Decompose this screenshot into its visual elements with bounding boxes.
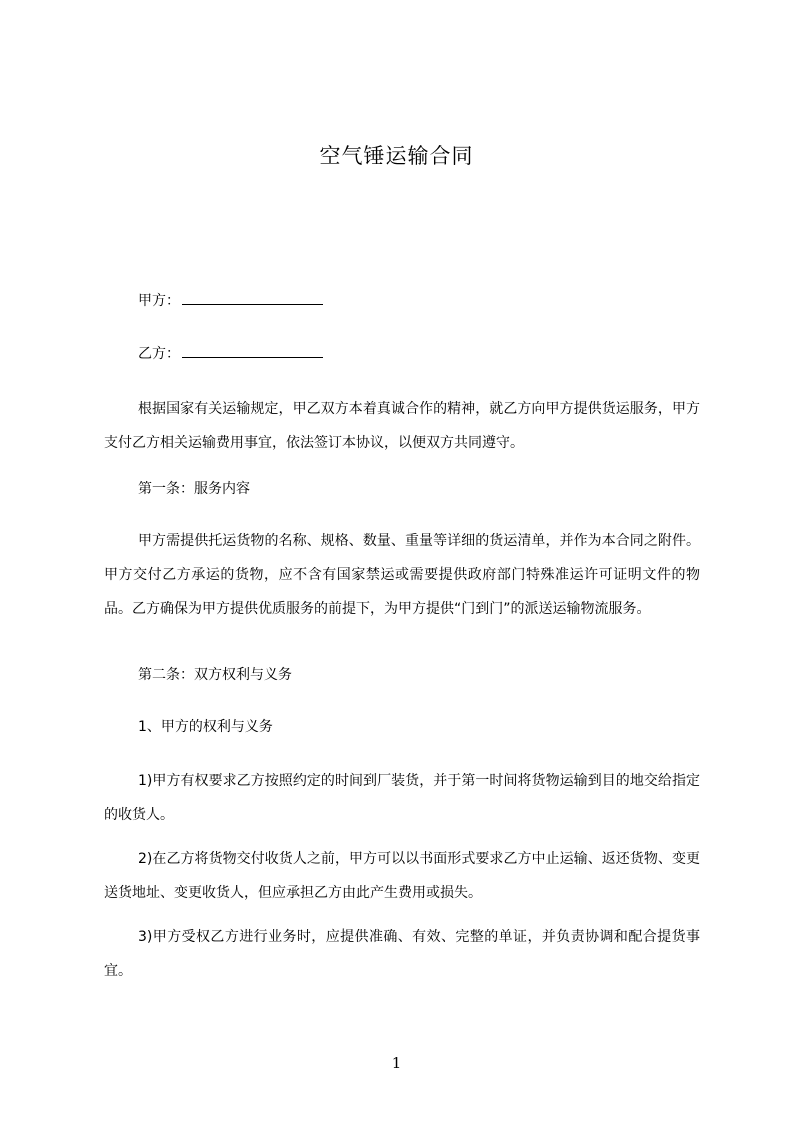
document-title: 空气锤运输合同 [319,144,474,168]
section1-heading: 1、甲方的权利与义务 [138,719,273,735]
item-3: 3)甲方受权乙方进行业务时，应提供准确、有效、完整的单证，并负责协调和配合提货事宜。 [104,929,700,979]
item-2: 2)在乙方将货物交付收货人之前，甲方可以以书面形式要求乙方中止运输、返还货物、变更送货地址、变更收货人，但应承担乙方由此产生费用或损失。 [104,851,700,901]
party-b-label: 乙方： [138,346,180,362]
item-1: 1)甲方有权要求乙方按照约定的时间到厂装货，并于第一时间将货物运输到目的地交给指定的收货人。 [104,773,700,823]
page-number: 1 [391,1054,402,1072]
article2-heading: 第二条：双方权利与义务 [138,667,292,683]
party-b-blank [182,343,323,358]
party-b-line [138,337,323,371]
article1-heading: 第一条：服务内容 [138,481,250,497]
party-a-blank [182,290,323,305]
article1-body: 甲方需提供托运货物的名称、规格、数量、重量等详细的货运清单，并作为本合同之附件。甲方交付乙方承运的货物，应不含有国家禁运或需要提供政府部门特殊准运许可证明文件的物品。乙方确保为甲方提供优质服务的前提下，为甲方提供“门到门”的派送运输物流服务。 [104,533,700,617]
intro-paragraph: 根据国家有关运输规定，甲乙双方本着真诚合作的精神，就乙方向甲方提供货运服务，甲方支付乙方相关运输费用事宜，依法签订本协议，以便双方共同遵守。 [104,401,700,451]
party-a-label: 甲方： [138,293,180,309]
party-a-line [138,284,323,318]
